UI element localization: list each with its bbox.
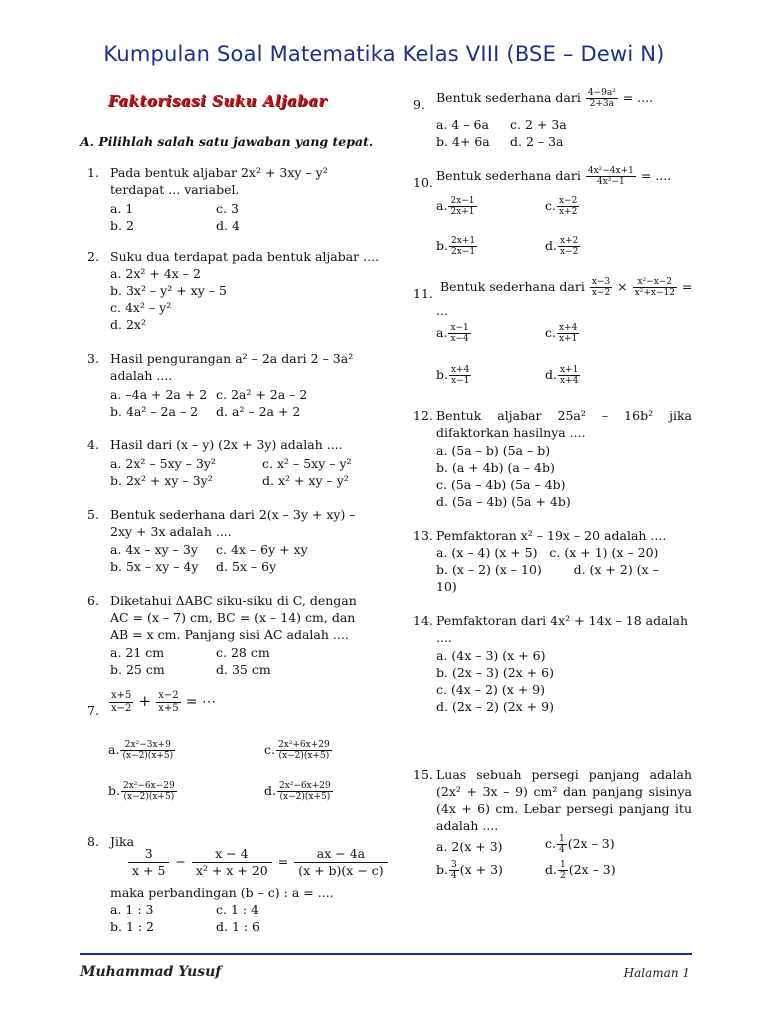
question-text: Pemfaktoran dari 4x² + 14x – 18 adalah .... [436, 613, 689, 645]
option-a: a. (5a – b) (5a – b) [436, 443, 551, 458]
option-d: d. 1 : 6 [216, 919, 261, 934]
question-number: 15. [413, 767, 433, 782]
option-c: c. 4x² – y² [110, 300, 172, 315]
question-text: Luas sebuah persegi panjang adalah (2x² + 3x – 9) cm² dan panjang sisinya (4x + 6) cm. Lebar persegi panjang itu adalah .... [436, 767, 692, 833]
option-b-d: b. (x – 2) (x – 10) d. (x + 2) (x – [436, 562, 659, 577]
page-title: Kumpulan Soal Matematika Kelas VIII (BSE – Dewi N) [103, 42, 665, 66]
option-a: a. 1 : 3 [110, 902, 154, 917]
option-d: d. $\frac{x+2}{x-2}$ [545, 236, 579, 257]
option-b: b. (2x – 3) (2x + 6) [436, 665, 554, 680]
option-a: a. 2x² + 4x – 2 [110, 266, 201, 281]
option-c: c. 1 : 4 [216, 902, 260, 917]
option-b: b. $\frac{3}{4}$ (x + 3) [436, 860, 503, 881]
footer-page-number: Halaman 1 [623, 966, 690, 980]
option-d: d. 35 cm [216, 662, 271, 677]
option-a-c: a. (x – 4) (x + 5) c. (x + 1) (x – 20) [436, 545, 659, 560]
option-c: c. 4x – 6y + xy [216, 542, 308, 557]
question-text: Suku dua terdapat pada bentuk aljabar .... [110, 249, 380, 264]
option-b: b. $\frac{\text{2x²−6x−29}}{(x-2)(x+5)}$ [108, 781, 175, 802]
question-number: 3. [87, 351, 99, 366]
option-a: a. $\frac{\text{2x²−3x+9}}{(x-2)(x+5)}$ [108, 740, 174, 761]
option-a: a. 21 cm [110, 645, 165, 660]
option-a: a. 4 – 6a [436, 117, 489, 132]
question-text: Pemfaktoran x² – 19x – 20 adalah .... [436, 528, 667, 543]
option-c: c. 2 + 3a [510, 117, 567, 132]
option-d: d. 2 – 3a [510, 134, 564, 149]
option-b: b. 5x – xy – 4y [110, 559, 199, 574]
question-number: 6. [87, 593, 99, 608]
option-b: b. $\frac{x+4}{x-1}$ [436, 365, 470, 386]
option-d: d. x² + xy – y² [262, 473, 349, 488]
option-a: a. –4a + 2a + 2 [110, 387, 208, 402]
question-number: 12. [413, 408, 433, 423]
option-c: c. (4x – 2) (x + 9) [436, 682, 546, 697]
question-number: 11. [413, 286, 433, 301]
option-d: d. (5a – 4b) (5a + 4b) [436, 494, 571, 509]
option-c: c. $\frac{x-2}{x+2}$ [545, 196, 578, 217]
question-number: 4. [87, 437, 99, 452]
option-b: b. 1 : 2 [110, 919, 155, 934]
option-d: d. $\frac{\text{2x²−6x+29}}{(x-2)(x+5)}$ [264, 781, 331, 802]
question-text: Diketahui ΔABC siku-siku di C, dengan AC = (x – 7) cm, BC = (x – 14) cm, dan AB = x cm. Panjang sisi AC adalah .... [110, 593, 357, 642]
option-b: b. 3x² – y² + xy – 5 [110, 283, 227, 298]
instruction: A. Pilihlah salah satu jawaban yang tepat. [80, 134, 374, 149]
option-a: a. $\frac{x-1}{x-4}$ [436, 323, 469, 344]
option-b: b. 4+ 6a [436, 134, 490, 149]
option-c: c. 3 [216, 201, 239, 216]
footer-divider [80, 953, 692, 955]
option-d: d. a² – 2a + 2 [216, 404, 301, 419]
option-a: a. 2x² – 5xy – 3y² [110, 456, 216, 471]
question-number: 14. [413, 613, 433, 628]
section-heading: Faktorisasi Suku Aljabar [108, 92, 327, 110]
option-b: b. 25 cm [110, 662, 165, 677]
option-c: c. x² – 5xy – y² [262, 456, 352, 471]
question-number: 1. [87, 165, 99, 180]
option-b: b. $\frac{2x+1}{2x-1}$ [436, 236, 476, 257]
option-c: c. $\frac{\text{2x²+6x+29}}{(x-2)(x+5)}$ [264, 740, 330, 761]
question-number: 2. [87, 249, 99, 264]
question-text: Bentuk sederhana dari $\frac{\text{4−9a²}}{2+3a}$ = .... [436, 88, 654, 109]
question-text: Bentuk sederhana dari 2(x – 3y + xy) – 2xy + 3x adalah .... [110, 507, 356, 539]
option-a: a. 1 [110, 201, 134, 216]
option-b: b. (a + 4b) (a – 4b) [436, 460, 555, 475]
option-a: a. $\frac{2x-1}{2x+1}$ [436, 196, 475, 217]
question-text: Pada bentuk aljabar 2x² + 3xy – y² terdapat ... variabel. [110, 165, 328, 197]
option-b: b. 2 [110, 218, 134, 233]
question-text: Bentuk aljabar 25a² – 16b² jika difaktorkan hasilnya .... [436, 408, 692, 440]
option-a: a. (4x – 3) (x + 6) [436, 648, 546, 663]
question-expression: $\frac{x+5}{x-2}$ + $\frac{x-2}{x+5}$ = ⋯ [111, 690, 216, 714]
question-text: Hasil dari (x – y) (2x + 3y) adalah .... [110, 437, 343, 452]
question-text-2: maka perbandingan (b – c) : a = .... [110, 885, 334, 900]
question-text: Jika [110, 834, 135, 849]
footer-author: Muhammad Yusuf [80, 964, 222, 980]
question-number: 7. [87, 703, 99, 718]
question-text: Bentuk sederhana dari $\frac{x-3}{x-2}$ × $\frac{\text{x²−x−2}}{\text{x²+x−12}}$ = [440, 277, 693, 298]
option-c: c. $\frac{x+4}{x+1}$ [545, 323, 578, 344]
question-text: Bentuk sederhana dari $\frac{\text{4x²−4x+1}}{\text{4x²−1}}$ = .... [436, 166, 672, 187]
option-a: a. 4x – xy – 3y [110, 542, 198, 557]
option-c: c. 2a² + 2a – 2 [216, 387, 308, 402]
question-number: 10. [413, 175, 433, 190]
option-d: d. 4 [216, 218, 240, 233]
question-number: 13. [413, 528, 433, 543]
option-c: c. (5a – 4b) (5a – 4b) [436, 477, 566, 492]
question-expression: $\frac{3}{x + 5}$ − $\frac{x - 4}{\text{x² + x + 20}}$ = $\frac{ax - 4a}{(x + b)(x - c)}$ [126, 846, 390, 879]
option-c: c. $\frac{1}{4}$ (2x – 3) [545, 834, 615, 855]
option-d-tail: 10) [436, 579, 457, 594]
question-number: 8. [87, 834, 99, 849]
question-text: Hasil pengurangan a² – 2a dari 2 – 3a² adalah .... [110, 351, 354, 383]
option-d: d. 5x – 6y [216, 559, 277, 574]
question-text-tail: ... [436, 303, 448, 318]
option-b: b. 4a² – 2a – 2 [110, 404, 199, 419]
option-b: b. 2x² + xy – 3y² [110, 473, 213, 488]
option-d: d. 2x² [110, 317, 146, 332]
option-d: d. (2x – 2) (2x + 9) [436, 699, 554, 714]
option-d: d. $\frac{1}{2}$ (2x – 3) [545, 860, 616, 881]
option-c: c. 28 cm [216, 645, 270, 660]
question-number: 5. [87, 507, 99, 522]
option-d: d. $\frac{x+1}{x+4}$ [545, 365, 579, 386]
question-number: 9. [413, 97, 425, 112]
option-a: a. 2(x + 3) [436, 839, 503, 854]
